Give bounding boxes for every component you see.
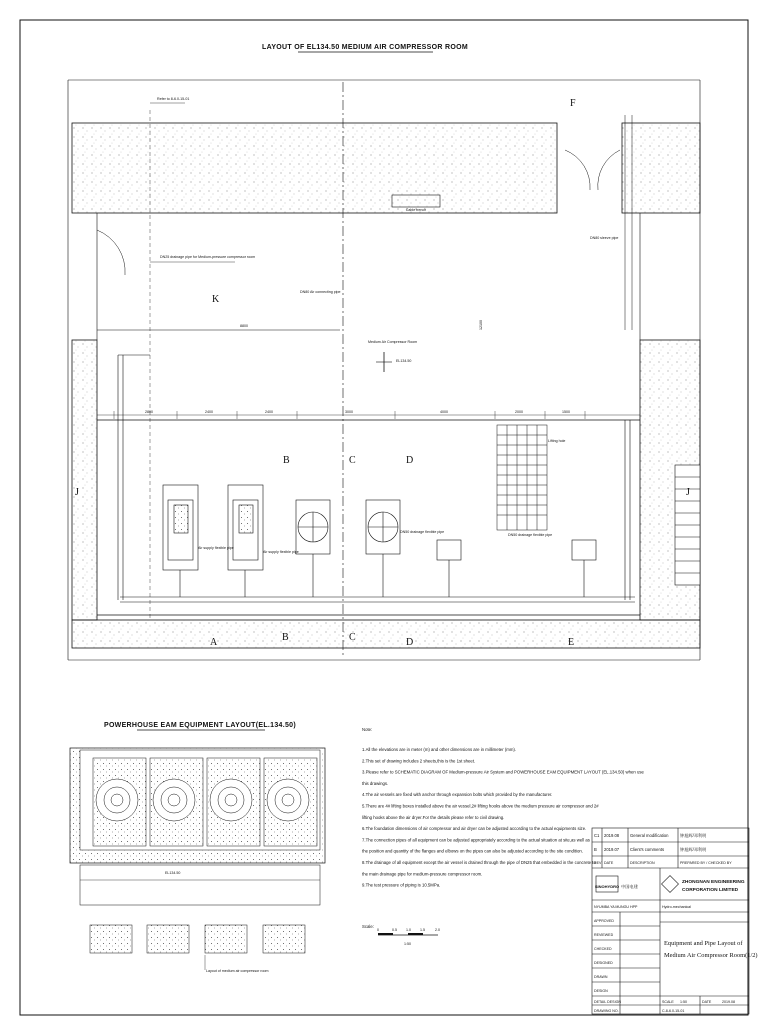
notes-heading: Note: [362, 727, 373, 732]
note-line: 6.The foundation dimensions of air compressor and air dryer can be adjusted according to the actual equipments size. [362, 826, 587, 832]
svg-text:2000: 2000 [515, 410, 523, 414]
svg-text:DATE: DATE [604, 861, 614, 865]
grid-D-bottom: D [406, 637, 414, 648]
svg-text:CORPORATION LIMITED: CORPORATION LIMITED [682, 888, 739, 893]
concrete-beam-upper-right [622, 123, 700, 213]
svg-text:2800: 2800 [145, 410, 153, 414]
concrete-beam-upper [72, 123, 557, 213]
sleeve-label: DN80 sleeve pipe [590, 236, 619, 240]
inset-title: POWERHOUSE EAM EQUIPMENT LAYOUT(EL.134.50) [103, 722, 297, 729]
note-line: 9.The test pressure of piping is 10.5MPa. [362, 882, 441, 888]
svg-text:1.5: 1.5 [420, 928, 425, 932]
drain-pipe-label: DN25 drainage pipe for Medium-pressure compressor room [160, 255, 256, 259]
cable-trench-label: Cable trench [405, 208, 427, 212]
floor-slab [72, 620, 700, 648]
drawing-title-2: Medium Air Compressor Room(1/2) [664, 952, 758, 959]
svg-text:0.5: 0.5 [392, 928, 397, 932]
svg-text:钟旭辉/邓利明: 钟旭辉/邓利明 [680, 833, 707, 838]
stair [675, 465, 700, 585]
svg-text:REV: REV [594, 861, 602, 865]
grid-C-mid: C [349, 455, 356, 466]
turbine-unit-3 [207, 758, 260, 846]
inset-elevation: EL134.50 [165, 871, 181, 875]
air-compressor-1 [163, 485, 198, 570]
door-left [97, 230, 125, 275]
note-line: this drawings. [362, 780, 389, 786]
dn50-flex-label-2: DN50 drainage flexible pipe [508, 533, 553, 537]
design-stage: DETAIL DESIGN [594, 1000, 621, 1004]
note-line: 5.There are 4# lifting boxes installed above the air vessel,2# lifting hooks above the medium pressure air compressor and 2# [362, 803, 599, 809]
scale-bar [362, 924, 440, 946]
svg-text:1500: 1500 [562, 410, 570, 414]
grid-E-bottom: E [568, 637, 575, 648]
grid-D-mid: D [406, 455, 414, 466]
grid-J-right: J [686, 487, 690, 498]
door-top-right [565, 150, 590, 190]
plan-title: LAYOUT OF EL134.50 MEDIUM AIR COMPRESSOR ROOM [262, 44, 468, 51]
turbine-unit-1 [93, 758, 146, 846]
title-block [592, 828, 749, 1014]
zhongnan-logo [662, 876, 745, 893]
svg-text:2400: 2400 [205, 410, 213, 414]
svg-text:ZHONGNAN ENGINEERING: ZHONGNAN ENGINEERING [682, 880, 745, 885]
note-line: the position and quantity of the flanges and elbows on the pipes can also be adjusted according to the site condition. [362, 848, 583, 854]
lifting-hole-label: Lifting hole [548, 439, 566, 443]
svg-text:CHECKED: CHECKED [594, 947, 612, 951]
note-line: 1.All the elevations are in meter (m) and other dimensions are in millimeter (mm). [362, 747, 517, 752]
refer-label: Refer to 8-6.0-15-01 [157, 97, 190, 101]
main-plan [68, 44, 700, 660]
note-line: 4.The air vessels are fixed with anchor through expansion bolts which provided by the manufacturer. [362, 792, 553, 798]
conn-pipe-label: DN80 Air connecting pipe [300, 290, 341, 294]
air-vessel-2 [366, 500, 400, 554]
grid-J-left: J [75, 487, 79, 498]
air-vessel-1 [296, 500, 330, 554]
grid-K: K [212, 294, 220, 305]
inset-gallery [80, 865, 320, 905]
svg-text:DRAWING NO.: DRAWING NO. [594, 1009, 619, 1013]
svg-text:2.0: 2.0 [435, 928, 440, 932]
turbine-unit-2 [150, 758, 203, 846]
turbine-unit-4 [264, 758, 317, 846]
svg-text:2019.08: 2019.08 [604, 833, 620, 838]
note-line: the main drainage pipe for medium-pressure compressor room. [362, 871, 483, 877]
svg-text:钟旭辉/邓利明: 钟旭辉/邓利明 [680, 847, 707, 852]
svg-text:DESCRIPTION: DESCRIPTION [630, 861, 655, 865]
powerhouse-inset [70, 722, 325, 973]
drain-tank-1 [437, 540, 461, 560]
svg-text:General modification: General modification [630, 833, 669, 838]
svg-text:2400: 2400 [265, 410, 273, 414]
dimension-row [97, 411, 640, 419]
svg-text:REVIEWED: REVIEWED [594, 933, 614, 937]
svg-text:2019.07: 2019.07 [604, 847, 620, 852]
tb-date: 2019.08 [722, 1000, 735, 1004]
note-line: 8.The drainage of all equipment except the air vessel is drained through the pipe of DN25 that embedded in the concrete to [362, 860, 596, 865]
svg-text:Client's comments: Client's comments [630, 847, 665, 852]
svg-text:PREPARED BY / CHECKED BY: PREPARED BY / CHECKED BY [680, 861, 732, 865]
inset-caption: Layout of medium air compressor room [206, 969, 269, 973]
air-compressor-2 [228, 485, 263, 570]
dn50-flex-label-1: DN50 drainage flexible pipe [400, 530, 445, 534]
grid-C-bottom: C [349, 632, 356, 643]
svg-text:B: B [594, 847, 597, 852]
lifting-hole [497, 425, 547, 530]
sinohydro-logo [595, 876, 639, 892]
title-block-text [594, 832, 758, 1013]
drain-tank-2 [572, 540, 596, 560]
drawing-title-1: Equipment and Pipe Layout of [664, 940, 743, 947]
svg-text:APPROVED: APPROVED [594, 919, 614, 923]
grid-F-top: F [570, 98, 576, 109]
svg-text:DATE: DATE [702, 1000, 712, 1004]
drawing-number: C-8-6.0-15-01 [662, 1009, 685, 1013]
svg-text:DESIGN: DESIGN [594, 989, 608, 993]
scale-unit: 1:50 [404, 942, 411, 946]
grid-B-bottom: B [282, 632, 289, 643]
tb-scale: 1:50 [680, 1000, 687, 1004]
project-name: NYUMBA YA MUNGU HPP [594, 905, 638, 909]
svg-text:DRAWN: DRAWN [594, 975, 608, 979]
svg-text:中国电建: 中国电建 [621, 884, 638, 889]
scale-label: Scale: [362, 924, 374, 929]
svg-text:3000: 3000 [345, 410, 353, 414]
flex-pipe-label-1: Air supply flexible pipe [198, 546, 234, 550]
discipline: Hydro-mechanical [662, 905, 691, 909]
note-line: 2.This set of drawing includes 2 sheets,this is the 1st sheet. [362, 758, 476, 764]
flex-pipe-label-2: Air supply flexible pipe [263, 550, 299, 554]
svg-text:DESIGNED: DESIGNED [594, 961, 613, 965]
svg-text:8800: 8800 [240, 324, 248, 328]
svg-text:12100: 12100 [479, 320, 483, 330]
note-line: 7.The connection pipes of all equipment can be adjusted appropriately according to the actual situation at site,as well as [362, 837, 590, 843]
room-elevation: EL134.50 [396, 359, 412, 363]
note-line: lifting hooks above the air dryer.For the details please refer to civil drawing. [362, 814, 505, 820]
svg-text:SCALE: SCALE [662, 1000, 674, 1004]
svg-text:C1: C1 [594, 833, 600, 838]
pipe-runs [118, 355, 635, 602]
wall-left [72, 340, 97, 620]
grid-B-mid: B [283, 455, 290, 466]
grid-A-bottom: A [210, 637, 218, 648]
svg-text:0: 0 [377, 928, 379, 932]
svg-text:1.0: 1.0 [406, 928, 411, 932]
svg-text:SINOHYDRO: SINOHYDRO [594, 884, 620, 889]
svg-text:4000: 4000 [440, 410, 448, 414]
note-line: 3.Please refer to SCHEMATIC DIAGRAM OF Medium-pressure Air System and POWERHOUSE EAM EQUIPMENT LAYOUT (EL.134.50) when use [362, 769, 644, 775]
room-name: Medium Air Compressor Room [368, 340, 418, 344]
